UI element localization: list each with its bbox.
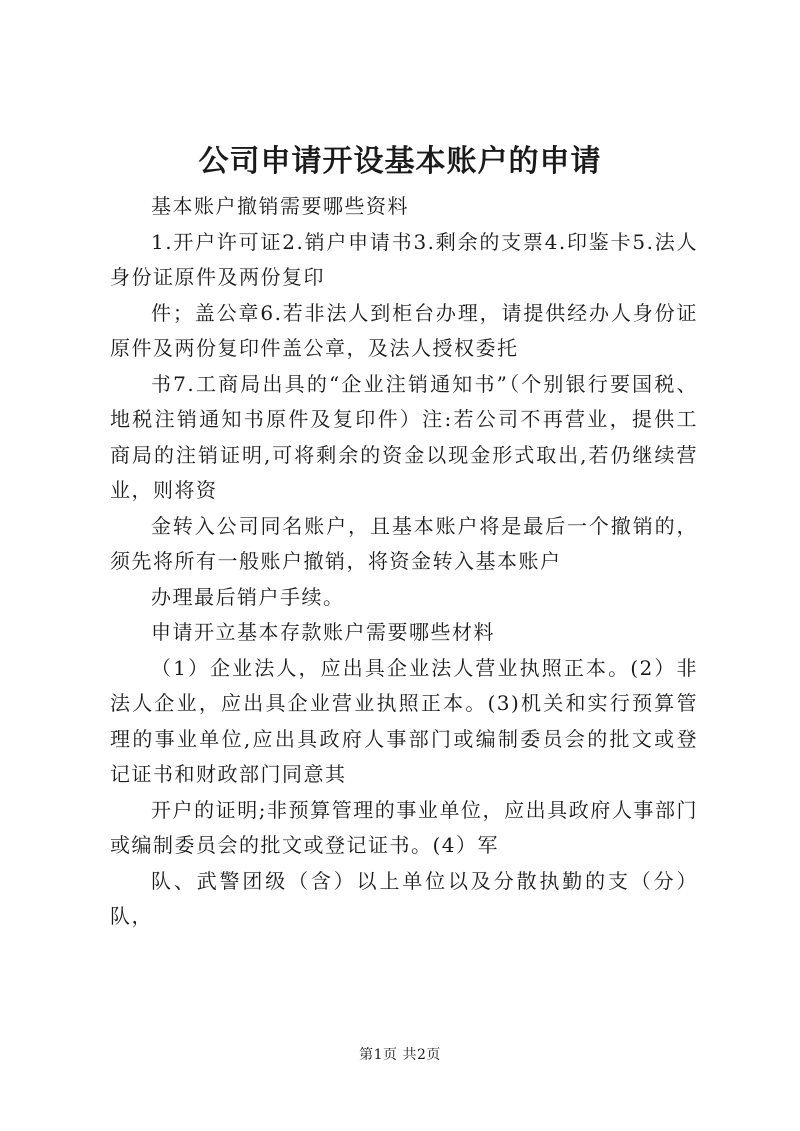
paragraph-6: 办理最后销户手续。 [151, 584, 345, 609]
document-title: 公司申请开设基本账户的申请 [198, 144, 602, 179]
paragraph-8: （1）企业法人，应出具企业法人营业执照正本。(2）非法人企业，应出具企业营业执照正本。(3)机关和实行预算管理的事业单位,应出具政府人事部门或编制委员会的批文或登记证书和财政部门同意其 [110, 655, 698, 786]
paragraph-3: 件；盖公章6.若非法人到柜台办理，请提供经办人身份证原件及两份复印件盖公章，及法人授权委托 [110, 300, 698, 360]
paragraph-7: 申请开立基本存款账户需要哪些材料 [151, 620, 495, 644]
page-footer: 第1页 共2页 [359, 1047, 441, 1063]
paragraph-9: 开户的证明;非预算管理的事业单位，应出具政府人事部门或编制委员会的批文或登记证书。(4）军 [110, 797, 698, 857]
paragraph-2: 1.开户许可证2.销户申请书3.剩余的支票4.印鉴卡5.法人身份证原件及两份复印 [110, 229, 698, 289]
document-body [110, 189, 698, 935]
paragraph-10: 队、武警团级（含）以上单位以及分散执勤的支（分）队， [110, 868, 698, 928]
paragraph-4: 书7.工商局出具的“企业注销通知书”（个别银行要国税、地税注销通知书原件及复印件）注:若公司不再营业，提供工商局的注销证明,可将剩余的资金以现金形式取出,若仍继续营业，则将资 [110, 371, 698, 502]
paragraph-1: 基本账户撤销需要哪些资料 [151, 194, 409, 218]
paragraph-5: 金转入公司同名账户，且基本账户将是最后一个撤销的，须先将所有一般账户撤销，将资金转入基本账户 [110, 513, 698, 573]
